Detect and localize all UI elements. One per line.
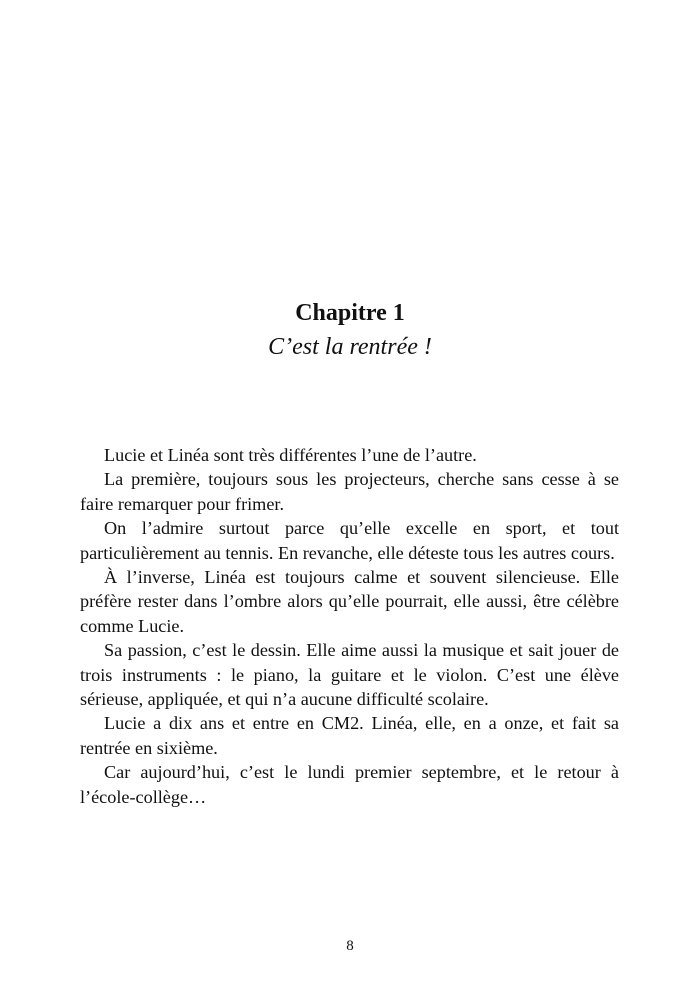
paragraph: On l’admire surtout parce qu’elle excelle en sport, et tout particulièrement au tennis. En revanche, elle déteste tous les autres cours. [80, 518, 619, 563]
chapter-heading [0, 296, 700, 364]
chapter-body [80, 443, 619, 809]
paragraph: Lucie et Linéa sont très différentes l’une de l’autre. [104, 445, 477, 465]
paragraph: La première, toujours sous les projecteurs, cherche sans cesse à se faire remarquer pour frimer. [80, 469, 619, 514]
paragraph: Sa passion, c’est le dessin. Elle aime aussi la musique et sait jouer de trois instruments : le piano, la guitare et le violon. C’est une élève sérieuse, appliquée, et qui n’a aucune difficulté scolaire. [80, 640, 619, 710]
paragraph: Car aujourd’hui, c’est le lundi premier septembre, et le retour à l’école-collège… [80, 762, 619, 807]
chapter-title: C’est la rentrée ! [268, 334, 432, 360]
paragraph: Lucie a dix ans et entre en CM2. Linéa, elle, en a onze, et fait sa rentrée en sixième. [80, 713, 619, 758]
chapter-number: Chapitre 1 [295, 300, 405, 326]
paragraph: À l’inverse, Linéa est toujours calme et souvent silencieuse. Elle préfère rester dans l’ombre alors qu’elle pourrait, elle aussi, être célèbre comme Lucie. [80, 567, 619, 636]
page-number: 8 [346, 938, 354, 954]
